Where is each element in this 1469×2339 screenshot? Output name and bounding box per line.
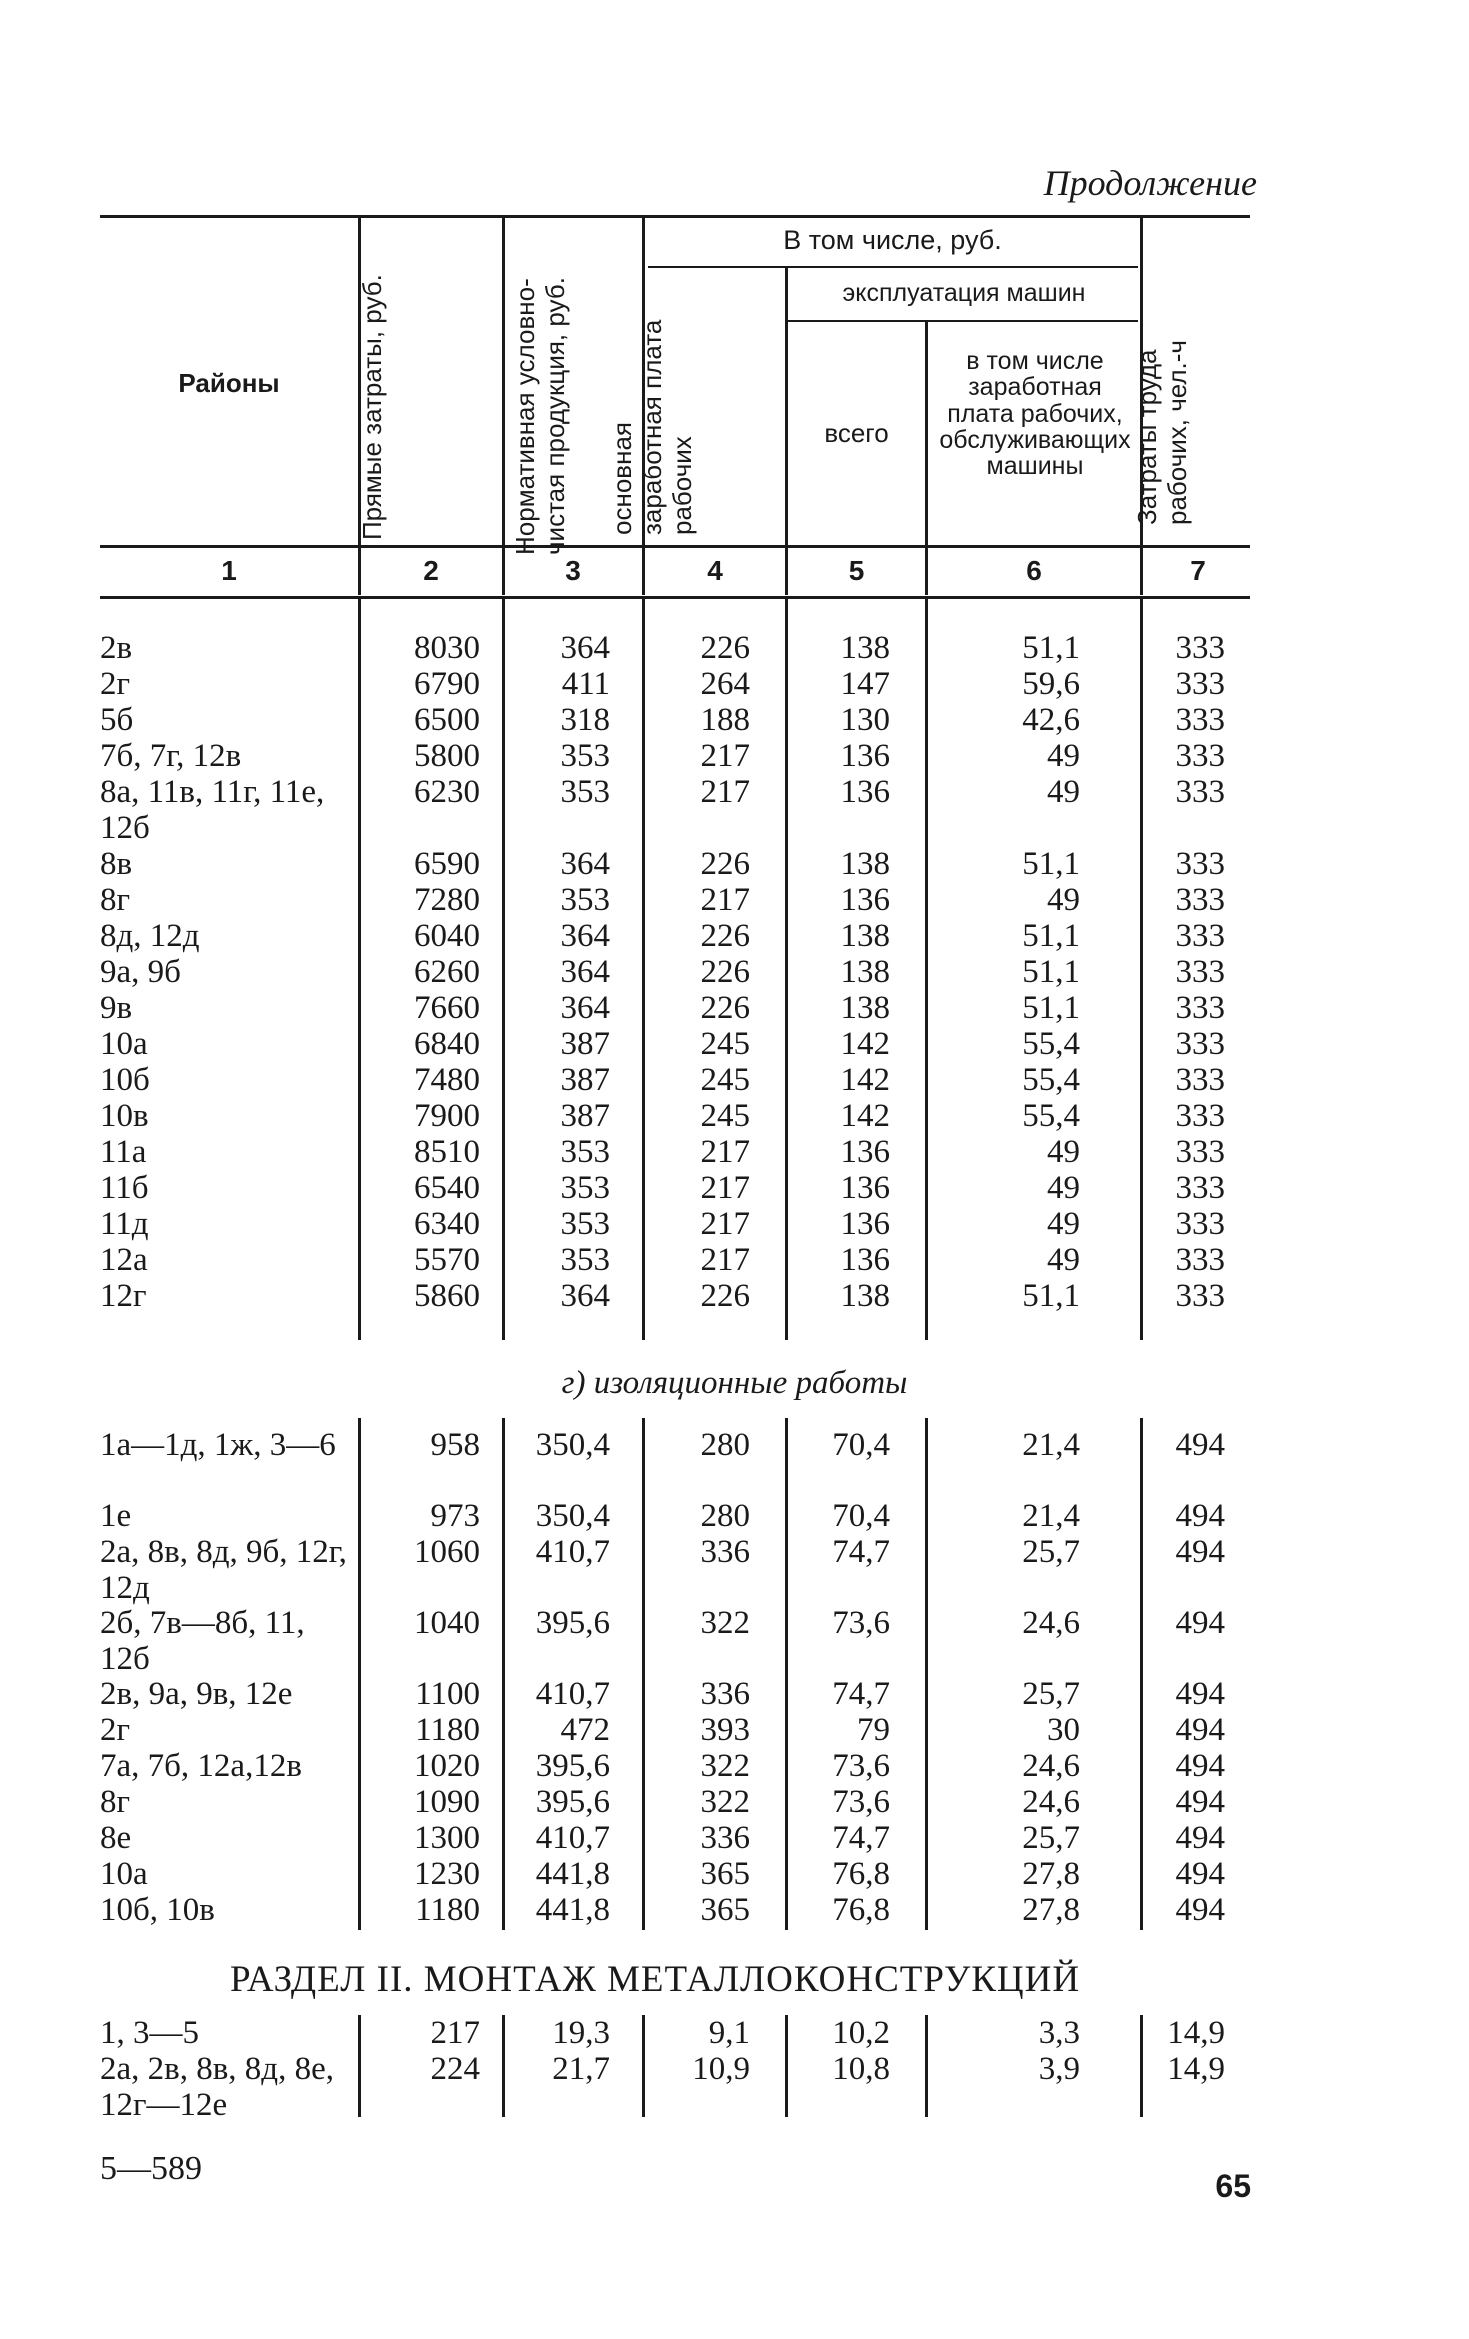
- value-cell-c4: 365: [700, 1892, 750, 1928]
- value-cell-c2: 1180: [415, 1892, 480, 1928]
- value-cell-c5: 74,7: [832, 1534, 890, 1570]
- value-cell-c2: 224: [430, 2051, 480, 2087]
- value-cell-c4: 336: [700, 1534, 750, 1570]
- region-cell: 2а, 2в, 8в, 8д, 8е, 12г—12е: [100, 2051, 334, 2123]
- column-number-1: 1: [221, 555, 237, 586]
- region-cell: 2а, 8в, 8д, 9б, 12г, 12д: [100, 1534, 347, 1606]
- value-cell-c5: 138: [840, 990, 890, 1026]
- value-cell-c5: 138: [840, 1278, 890, 1314]
- value-cell-c6: 49: [1047, 882, 1080, 918]
- value-cell-c2: 1300: [414, 1820, 480, 1856]
- value-cell-c5: 138: [840, 846, 890, 882]
- value-cell-c7: 333: [1175, 666, 1225, 702]
- value-cell-c7: 494: [1175, 1856, 1225, 1892]
- region-cell: 11д: [100, 1206, 149, 1242]
- value-cell-c5: 73,6: [832, 1784, 890, 1820]
- value-cell-c4: 217: [700, 1134, 750, 1170]
- value-cell-c4: 264: [700, 666, 750, 702]
- header-machine-operation: эксплуатация машин: [842, 279, 1086, 307]
- value-cell-c6: 51,1: [1022, 846, 1080, 882]
- region-cell: 12а: [100, 1242, 148, 1278]
- b2-sep-4: [785, 1418, 788, 1930]
- region-cell: 2г: [100, 666, 131, 702]
- value-cell-c3: 350,4: [535, 1427, 610, 1463]
- value-cell-c7: 333: [1175, 774, 1225, 810]
- value-cell-c4: 217: [700, 1206, 750, 1242]
- b2-sep-2: [502, 1418, 505, 1930]
- value-cell-c5: 76,8: [832, 1856, 890, 1892]
- value-cell-c4: 226: [700, 846, 750, 882]
- column-number-7: 7: [1190, 555, 1206, 586]
- value-cell-c3: 395,6: [535, 1748, 610, 1784]
- column-number-4: 4: [707, 555, 723, 586]
- value-cell-c2: 5570: [414, 1242, 480, 1278]
- value-cell-c4: 226: [700, 954, 750, 990]
- header-machines-total: всего: [824, 418, 889, 448]
- value-cell-c3: 353: [560, 1206, 610, 1242]
- value-cell-c5: 136: [840, 738, 890, 774]
- value-cell-c7: 333: [1175, 702, 1225, 738]
- value-cell-c3: 387: [560, 1062, 610, 1098]
- value-cell-c4: 217: [700, 774, 750, 810]
- value-cell-c7: 494: [1175, 1820, 1225, 1856]
- value-cell-c4: 322: [700, 1748, 750, 1784]
- region-cell: 8в: [100, 846, 133, 882]
- value-cell-c5: 73,6: [832, 1748, 890, 1784]
- value-cell-c5: 147: [840, 666, 890, 702]
- value-cell-c6: 27,8: [1022, 1892, 1080, 1928]
- value-cell-c6: 3,3: [1038, 2015, 1080, 2051]
- value-cell-c2: 7900: [414, 1098, 480, 1134]
- value-cell-c3: 364: [560, 630, 610, 666]
- value-cell-c6: 49: [1047, 1170, 1080, 1206]
- value-cell-c7: 494: [1175, 1892, 1225, 1928]
- region-cell: 5б: [100, 702, 134, 738]
- header-bottom-rule: [100, 545, 1250, 548]
- value-cell-c3: 364: [560, 990, 610, 1026]
- value-cell-c3: 353: [560, 1134, 610, 1170]
- region-cell: 9в: [100, 990, 133, 1026]
- value-cell-c5: 10,8: [832, 2051, 890, 2087]
- header-regions: Районы: [178, 368, 280, 398]
- value-cell-c5: 136: [840, 774, 890, 810]
- b1-sep-1: [358, 598, 361, 1340]
- value-cell-c2: 1180: [415, 1712, 480, 1748]
- value-cell-c7: 14,9: [1167, 2015, 1225, 2051]
- value-cell-c5: 142: [840, 1026, 890, 1062]
- region-cell: 2в, 9а, 9в, 12е: [100, 1676, 293, 1712]
- region-cell: 10а: [100, 1856, 148, 1892]
- value-cell-c4: 280: [700, 1498, 750, 1534]
- value-cell-c3: 350,4: [535, 1498, 610, 1534]
- value-cell-c3: 387: [560, 1098, 610, 1134]
- value-cell-c7: 333: [1175, 1134, 1225, 1170]
- value-cell-c2: 1090: [414, 1784, 480, 1820]
- column-number-6: 6: [1026, 555, 1042, 586]
- b1-sep-6: [1140, 598, 1143, 1340]
- b2-sep-3: [642, 1418, 645, 1930]
- value-cell-c6: 42,6: [1022, 702, 1080, 738]
- value-cell-c5: 138: [840, 918, 890, 954]
- value-cell-c7: 333: [1175, 738, 1225, 774]
- value-cell-c2: 5860: [414, 1278, 480, 1314]
- value-cell-c6: 51,1: [1022, 990, 1080, 1026]
- value-cell-c4: 226: [700, 630, 750, 666]
- value-cell-c5: 74,7: [832, 1820, 890, 1856]
- value-cell-c6: 49: [1047, 774, 1080, 810]
- value-cell-c2: 6500: [414, 702, 480, 738]
- value-cell-c6: 25,7: [1022, 1820, 1080, 1856]
- region-cell: 12г: [100, 1278, 147, 1314]
- value-cell-c4: 245: [700, 1098, 750, 1134]
- b1-sep-3: [642, 598, 645, 1340]
- value-cell-c6: 49: [1047, 1242, 1080, 1278]
- value-cell-c4: 9,1: [708, 2015, 750, 2051]
- value-cell-c5: 70,4: [832, 1427, 890, 1463]
- value-cell-c3: 19,3: [552, 2015, 610, 2051]
- b1-sep-5: [925, 598, 928, 1340]
- region-cell: 1, 3—5: [100, 2015, 199, 2051]
- value-cell-c7: 14,9: [1167, 2051, 1225, 2087]
- b1-sep-2: [502, 598, 505, 1340]
- value-cell-c2: 6840: [414, 1026, 480, 1062]
- value-cell-c4: 217: [700, 1242, 750, 1278]
- value-cell-c4: 322: [700, 1784, 750, 1820]
- value-cell-c6: 3,9: [1038, 2051, 1080, 2087]
- b3-sep-5: [925, 2015, 928, 2117]
- value-cell-c3: 353: [560, 738, 610, 774]
- value-cell-c7: 333: [1175, 630, 1225, 666]
- column-number-3: 3: [565, 555, 581, 586]
- b2-sep-1: [358, 1418, 361, 1930]
- value-cell-c6: 49: [1047, 1206, 1080, 1242]
- value-cell-c2: 1100: [415, 1676, 480, 1712]
- value-cell-c3: 410,7: [535, 1534, 610, 1570]
- value-cell-c2: 5800: [414, 738, 480, 774]
- value-cell-c7: 494: [1175, 1605, 1225, 1641]
- value-cell-c2: 973: [430, 1498, 480, 1534]
- region-cell: 8е: [100, 1820, 132, 1856]
- value-cell-c6: 25,7: [1022, 1534, 1080, 1570]
- value-cell-c2: 1040: [414, 1605, 480, 1641]
- value-cell-c3: 395,6: [535, 1784, 610, 1820]
- value-cell-c7: 333: [1175, 918, 1225, 954]
- value-cell-c5: 142: [840, 1098, 890, 1134]
- value-cell-c7: 494: [1175, 1748, 1225, 1784]
- value-cell-c6: 51,1: [1022, 630, 1080, 666]
- value-cell-c3: 472: [560, 1712, 610, 1748]
- value-cell-c5: 10,2: [832, 2015, 890, 2051]
- continuation-label: Продолжение: [1043, 163, 1257, 203]
- value-cell-c7: 494: [1175, 1534, 1225, 1570]
- value-cell-c6: 21,4: [1022, 1427, 1080, 1463]
- value-cell-c2: 1230: [414, 1856, 480, 1892]
- region-cell: 2г: [100, 1712, 131, 1748]
- value-cell-c7: 333: [1175, 846, 1225, 882]
- value-cell-c7: 333: [1175, 1026, 1225, 1062]
- value-cell-c2: 7280: [414, 882, 480, 918]
- value-cell-c6: 51,1: [1022, 1278, 1080, 1314]
- value-cell-c5: 74,7: [832, 1676, 890, 1712]
- section-insulation-title: г) изоляционные работы: [561, 1365, 908, 1401]
- value-cell-c5: 136: [840, 1134, 890, 1170]
- value-cell-c7: 333: [1175, 1170, 1225, 1206]
- value-cell-c6: 49: [1047, 738, 1080, 774]
- header-labor-costs: Затраты труда рабочих, чел.-ч: [1132, 340, 1192, 525]
- value-cell-c7: 333: [1175, 1278, 1225, 1314]
- value-cell-c6: 24,6: [1022, 1784, 1080, 1820]
- value-cell-c5: 130: [840, 702, 890, 738]
- value-cell-c4: 226: [700, 918, 750, 954]
- value-cell-c4: 217: [700, 738, 750, 774]
- value-cell-c4: 322: [700, 1605, 750, 1641]
- b2-sep-5: [925, 1418, 928, 1930]
- value-cell-c2: 6040: [414, 918, 480, 954]
- value-cell-c4: 217: [700, 1170, 750, 1206]
- value-cell-c2: 6590: [414, 846, 480, 882]
- value-cell-c7: 333: [1175, 1206, 1225, 1242]
- header-direct-costs: Прямые затраты, руб.: [357, 274, 387, 540]
- value-cell-c7: 333: [1175, 1062, 1225, 1098]
- value-cell-c6: 59,6: [1022, 666, 1080, 702]
- value-cell-c3: 410,7: [535, 1676, 610, 1712]
- value-cell-c4: 280: [700, 1427, 750, 1463]
- value-cell-c3: 21,7: [552, 2051, 610, 2087]
- value-cell-c7: 333: [1175, 1242, 1225, 1278]
- header-base-wage: основная заработная плата рабочих: [607, 319, 697, 535]
- value-cell-c6: 21,4: [1022, 1498, 1080, 1534]
- region-cell: 2б, 7в—8б, 11, 12б: [100, 1605, 305, 1677]
- value-cell-c4: 188: [700, 702, 750, 738]
- region-cell: 11а: [100, 1134, 147, 1170]
- b3-sep-4: [785, 2015, 788, 2117]
- value-cell-c5: 73,6: [832, 1605, 890, 1641]
- value-cell-c4: 245: [700, 1026, 750, 1062]
- value-cell-c2: 8510: [414, 1134, 480, 1170]
- value-cell-c6: 24,6: [1022, 1605, 1080, 1641]
- value-cell-c6: 24,6: [1022, 1748, 1080, 1784]
- region-cell: 11б: [100, 1170, 149, 1206]
- subgroup-rule: [788, 320, 1138, 322]
- value-cell-c5: 70,4: [832, 1498, 890, 1534]
- value-cell-c3: 364: [560, 918, 610, 954]
- value-cell-c2: 1020: [414, 1748, 480, 1784]
- value-cell-c5: 138: [840, 630, 890, 666]
- value-cell-c2: 217: [430, 2015, 480, 2051]
- column-number-rule: [100, 596, 1250, 599]
- column-number-2: 2: [423, 555, 439, 586]
- value-cell-c3: 441,8: [535, 1856, 610, 1892]
- b3-sep-2: [502, 2015, 505, 2117]
- value-cell-c5: 136: [840, 1170, 890, 1206]
- region-cell: 2в: [100, 630, 133, 666]
- page-number: 65: [1215, 2168, 1251, 2204]
- value-cell-c6: 30: [1047, 1712, 1080, 1748]
- region-cell: 10б: [100, 1062, 150, 1098]
- value-cell-c4: 336: [700, 1676, 750, 1712]
- value-cell-c7: 333: [1175, 1098, 1225, 1134]
- col-sep-2: [502, 218, 505, 595]
- value-cell-c6: 55,4: [1022, 1026, 1080, 1062]
- value-cell-c7: 494: [1175, 1676, 1225, 1712]
- region-cell: 8г: [100, 1784, 131, 1820]
- value-cell-c3: 353: [560, 882, 610, 918]
- region-cell: 10б, 10в: [100, 1892, 215, 1928]
- b3-sep-6: [1140, 2015, 1143, 2117]
- value-cell-c5: 138: [840, 954, 890, 990]
- value-cell-c5: 142: [840, 1062, 890, 1098]
- region-cell: 1е: [100, 1498, 132, 1534]
- region-cell: 8г: [100, 882, 131, 918]
- value-cell-c2: 8030: [414, 630, 480, 666]
- value-cell-c7: 333: [1175, 954, 1225, 990]
- table-top-rule: [100, 215, 1250, 218]
- value-cell-c6: 49: [1047, 1134, 1080, 1170]
- region-cell: 10в: [100, 1098, 149, 1134]
- value-cell-c3: 353: [560, 1242, 610, 1278]
- value-cell-c3: 387: [560, 1026, 610, 1062]
- value-cell-c4: 365: [700, 1856, 750, 1892]
- value-cell-c6: 51,1: [1022, 954, 1080, 990]
- value-cell-c6: 55,4: [1022, 1098, 1080, 1134]
- value-cell-c2: 6260: [414, 954, 480, 990]
- value-cell-c5: 136: [840, 1242, 890, 1278]
- value-cell-c4: 245: [700, 1062, 750, 1098]
- value-cell-c2: 6540: [414, 1170, 480, 1206]
- value-cell-c4: 10,9: [692, 2051, 750, 2087]
- value-cell-c3: 364: [560, 1278, 610, 1314]
- region-cell: 10а: [100, 1026, 148, 1062]
- b1-sep-4: [785, 598, 788, 1340]
- column-number-5: 5: [848, 555, 865, 586]
- value-cell-c2: 6230: [414, 774, 480, 810]
- value-cell-c4: 393: [700, 1712, 750, 1748]
- value-cell-c2: 958: [430, 1427, 480, 1463]
- value-cell-c7: 333: [1175, 882, 1225, 918]
- b3-sep-3: [642, 2015, 645, 2117]
- b2-sep-6: [1140, 1418, 1143, 1930]
- value-cell-c6: 27,8: [1022, 1856, 1080, 1892]
- region-cell: 9а, 9б: [100, 954, 181, 990]
- region-cell: 8д, 12д: [100, 918, 200, 954]
- value-cell-c4: 336: [700, 1820, 750, 1856]
- group-rule: [648, 266, 1138, 268]
- value-cell-c2: 6340: [414, 1206, 480, 1242]
- header-group: В том числе, руб.: [783, 225, 1002, 255]
- header-operator-wage: в том числе заработная плата рабочих, обслуживающих машины: [939, 347, 1131, 480]
- col-sep-5: [925, 320, 928, 595]
- value-cell-c3: 353: [560, 1170, 610, 1206]
- footer-signature: 5—589: [100, 2150, 202, 2187]
- value-cell-c3: 364: [560, 846, 610, 882]
- value-cell-c6: 25,7: [1022, 1676, 1080, 1712]
- part-title: РАЗДЕЛ II. МОНТАЖ МЕТАЛЛОКОНСТРУКЦИЙ: [230, 1959, 1081, 2000]
- value-cell-c6: 55,4: [1022, 1062, 1080, 1098]
- region-cell: 1а—1д, 1ж, 3—6: [100, 1427, 336, 1463]
- value-cell-c7: 494: [1175, 1712, 1225, 1748]
- value-cell-c5: 136: [840, 882, 890, 918]
- value-cell-c2: 6790: [414, 666, 480, 702]
- value-cell-c7: 494: [1175, 1498, 1225, 1534]
- value-cell-c5: 79: [857, 1712, 890, 1748]
- value-cell-c3: 364: [560, 954, 610, 990]
- value-cell-c3: 441,8: [535, 1892, 610, 1928]
- value-cell-c2: 1060: [414, 1534, 480, 1570]
- value-cell-c2: 7660: [414, 990, 480, 1026]
- value-cell-c7: 333: [1175, 990, 1225, 1026]
- value-cell-c7: 494: [1175, 1784, 1225, 1820]
- value-cell-c3: 395,6: [535, 1605, 610, 1641]
- value-cell-c5: 76,8: [832, 1892, 890, 1928]
- value-cell-c2: 7480: [414, 1062, 480, 1098]
- value-cell-c3: 411: [561, 666, 610, 702]
- b3-sep-1: [358, 2015, 361, 2117]
- value-cell-c5: 136: [840, 1206, 890, 1242]
- region-cell: 8а, 11в, 11г, 11е, 12б: [100, 774, 325, 846]
- value-cell-c3: 353: [560, 774, 610, 810]
- value-cell-c4: 226: [700, 990, 750, 1026]
- header-normative-product: Нормативная условно-чистая продукция, руб.: [510, 277, 570, 555]
- value-cell-c6: 51,1: [1022, 918, 1080, 954]
- value-cell-c4: 217: [700, 882, 750, 918]
- value-cell-c3: 318: [560, 702, 610, 738]
- value-cell-c4: 226: [700, 1278, 750, 1314]
- region-cell: 7б, 7г, 12в: [100, 738, 242, 774]
- value-cell-c7: 494: [1175, 1427, 1225, 1463]
- value-cell-c3: 410,7: [535, 1820, 610, 1856]
- region-cell: 7а, 7б, 12а,12в: [100, 1748, 302, 1784]
